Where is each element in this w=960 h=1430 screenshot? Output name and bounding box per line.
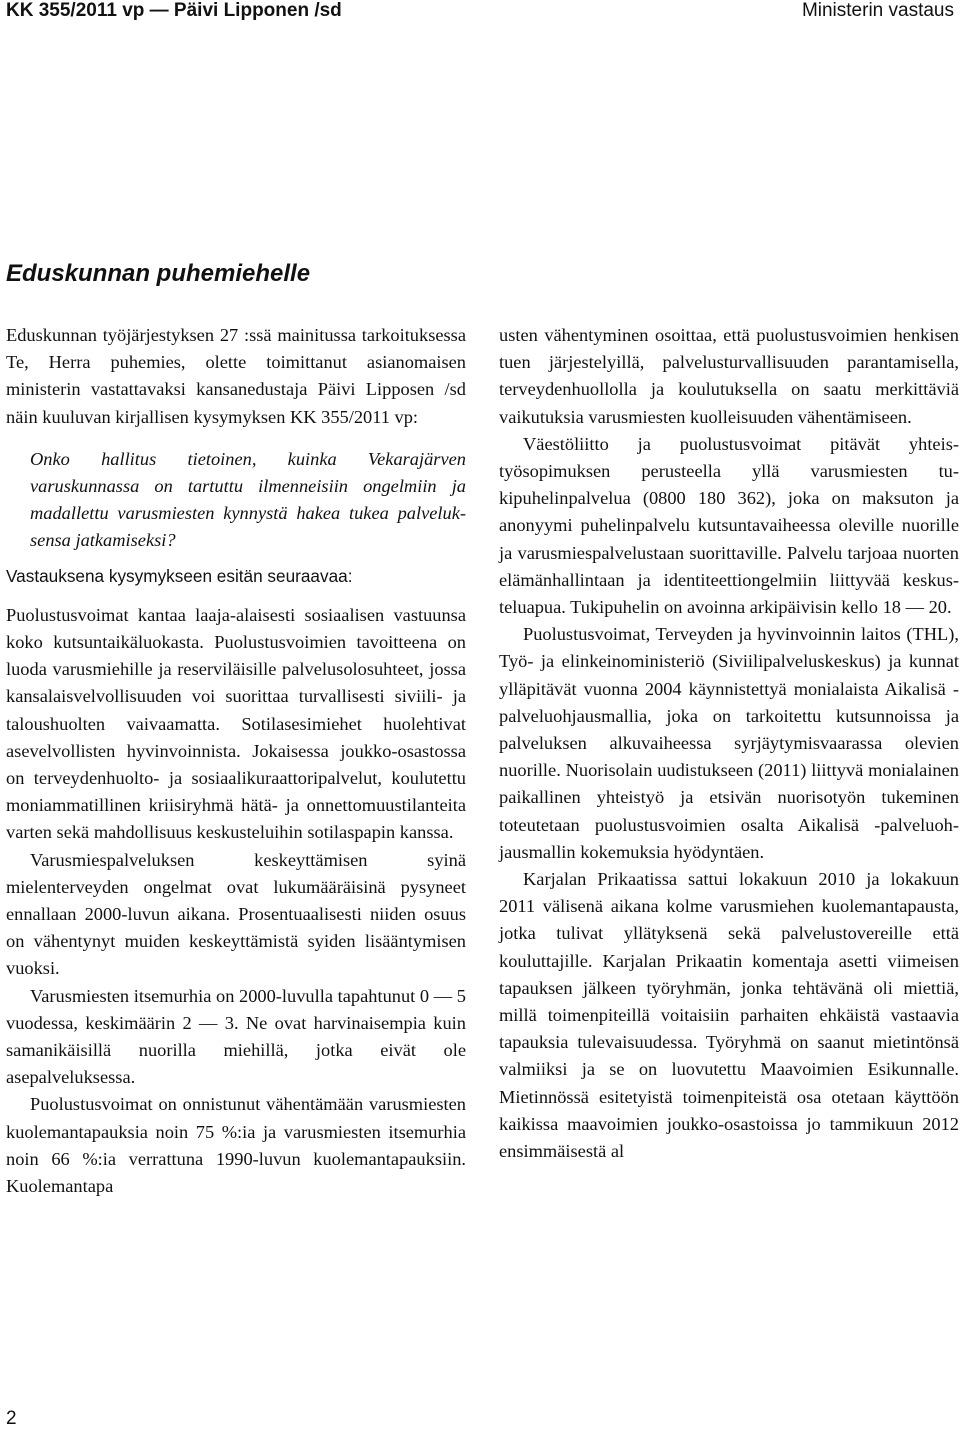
body-paragraph: Väestöliitto ja puolustusvoimat pitävät yhteistyösopimuksen perusteella yllä varusmiesten tukipuhelinpalvelua (0800 180 362), joka on maksuton ja anonyymi puhelinpalvelu kutsuntavaiheessa oleville nuorille ja varusmiespalvelustaan suorittaville. Palvelu tarjoaa nuorten elämänhallintaan ja identiteettiongelmiin liittyvää keskusteluapua. Tukipuhelin on avoinna arkipäivisin kello 18 — 20. — [499, 433, 959, 618]
body-paragraph: usten vähentyminen osoittaa, että puolustusvoimien henkisen tuen järjestelyillä, palvelusturvallisuuden parantamisella, terveydenhuollolla ja koulutuksella on saatu merkittäviä vaikutuksia varusmiesten kuolleisuuden vähentämiseen. — [499, 325, 959, 427]
parliamentary-question: Onko hallitus tietoinen, kuinka Vekarajärven varuskunnassa on tartuttu ilmenneisiin ongelmiin ja madallettu varusmiesten kynnystä hakea tukea palveluksensa jatkamiseksi? — [30, 448, 466, 551]
body-paragraph: Puolustusvoimat, Terveyden ja hyvinvoinnin laitos (THL), Työ- ja elinkeinoministeriö (Siviilipalveluskeskus) ja kunnat ylläpitävät vuonna 2004 käynnistettyä monialaista Aikalisä -palveluohjausmallia, joka on tarkoitettu kutsunnoissa ja palveluksen alkuvaiheessa syrjäytymisvaarassa olevien nuorille. Nuorisolain uudistukseen (2011) liittyvä monialainen paikallinen yhteistyö ja etsivän nuorisotyön tukeminen toteutetaan puolustusvoimien osalta Aikalisä -palveluohjausmallin kokemuksia hyödyntäen. — [499, 624, 959, 862]
addressee-heading: Eduskunnan puhemiehelle — [6, 260, 311, 287]
page-header — [6, 0, 954, 28]
body-paragraph: Puolustusvoimat on onnistunut vähentämään varusmiesten kuolemantapauksia noin 75 %:ia ja varusmiesten itsemurhia noin 66 %:ia verrattuna 1990-luvun kuolemantapauksiin. Kuolemantapa — [6, 1094, 466, 1197]
left-column — [6, 322, 466, 1200]
intro-paragraph: Eduskunnan työjärjestyksen 27 :ssä mainitussa tarkoituksessa Te, Herra puhemies, olette toimittanut asianomaisen ministerin vastattavaksi kansanedustaja Päivi Lipposen /sd näin kuuluvan kirjallisen kysymyksen KK 355/2011 vp: — [6, 325, 466, 427]
body-paragraph: Karjalan Prikaatissa sattui lokakuun 2010 ja lokakuun 2011 välisenä aikana kolme varusmiehen kuolemantapausta, jotka tulivat yllätyksenä sekä palvelustovereille että kouluttajille. Karjalan Prikaatin komentaja asetti viimeisen tapauksen jälkeen työryhmän, jonka tehtävänä oli miettiä, millä toimenpiteillä voitaisiin parhaiten ehkäistä vastaavia tapauksia tulevaisuudessa. Työryhmä on saanut mietintönsä valmiiksi ja se on luovutettu Maavoimien Esikunnalle. Mietinnössä esitetyistä toimenpiteistä osa otetaan käyttöön kaikissa maavoimien joukko-osastoissa jo tammikuun 2012 ensimmäisestä al — [499, 869, 959, 1162]
right-column — [499, 322, 959, 1165]
body-paragraph: Puolustusvoimat kantaa laaja-alaisesti sosiaalisen vastuunsa koko kutsuntaikäluokasta. Puolustusvoimien tavoitteena on luoda varusmiehille ja reserviläisille palvelusolosuhteet, jossa kansalaisvelvollisuuden voi suorittaa turvallisesti siviili- ja taloushuolten vaivaamatta. Sotilasesimiehet huolehtivat asevelvollisten hyvinvoinnista. Jokaisessa joukko-osastossa on terveydenhuolto- ja sosiaalikuraattoripalvelut, koulutettu moniammatillinen kriisiryhmä hätä- ja onnettomuustilanteita varten sekä mahdollisuus keskusteluihin sotilaspapin kanssa. — [6, 604, 466, 843]
body-paragraph: Varusmiespalveluksen keskeyttämisen syinä mielenterveyden ongelmat ovat lukumääräisinä pysyneet ennallaan 2000-luvun aikana. Prosentuaalisesti niiden osuus on vähentynyt muiden keskeyttämistä syiden lisääntymisen vuoksi. — [6, 849, 466, 979]
page-number: 2 — [6, 1408, 17, 1429]
answer-intro: Vastauksena kysymykseen esitän seuraavaa: — [6, 565, 353, 586]
document-reference: KK 355/2011 vp — Päivi Lipponen /sd — [6, 0, 342, 21]
document-section-label: Ministerin vastaus — [801, 0, 954, 21]
body-paragraph: Varusmiesten itsemurhia on 2000-luvulla tapahtunut 0 — 5 vuodessa, keskimäärin 2 — 3. Ne ovat harvinaisempia kuin samanikäisillä nuorilla miehillä, jotka eivät ole asepalveluksessa. — [6, 985, 466, 1088]
